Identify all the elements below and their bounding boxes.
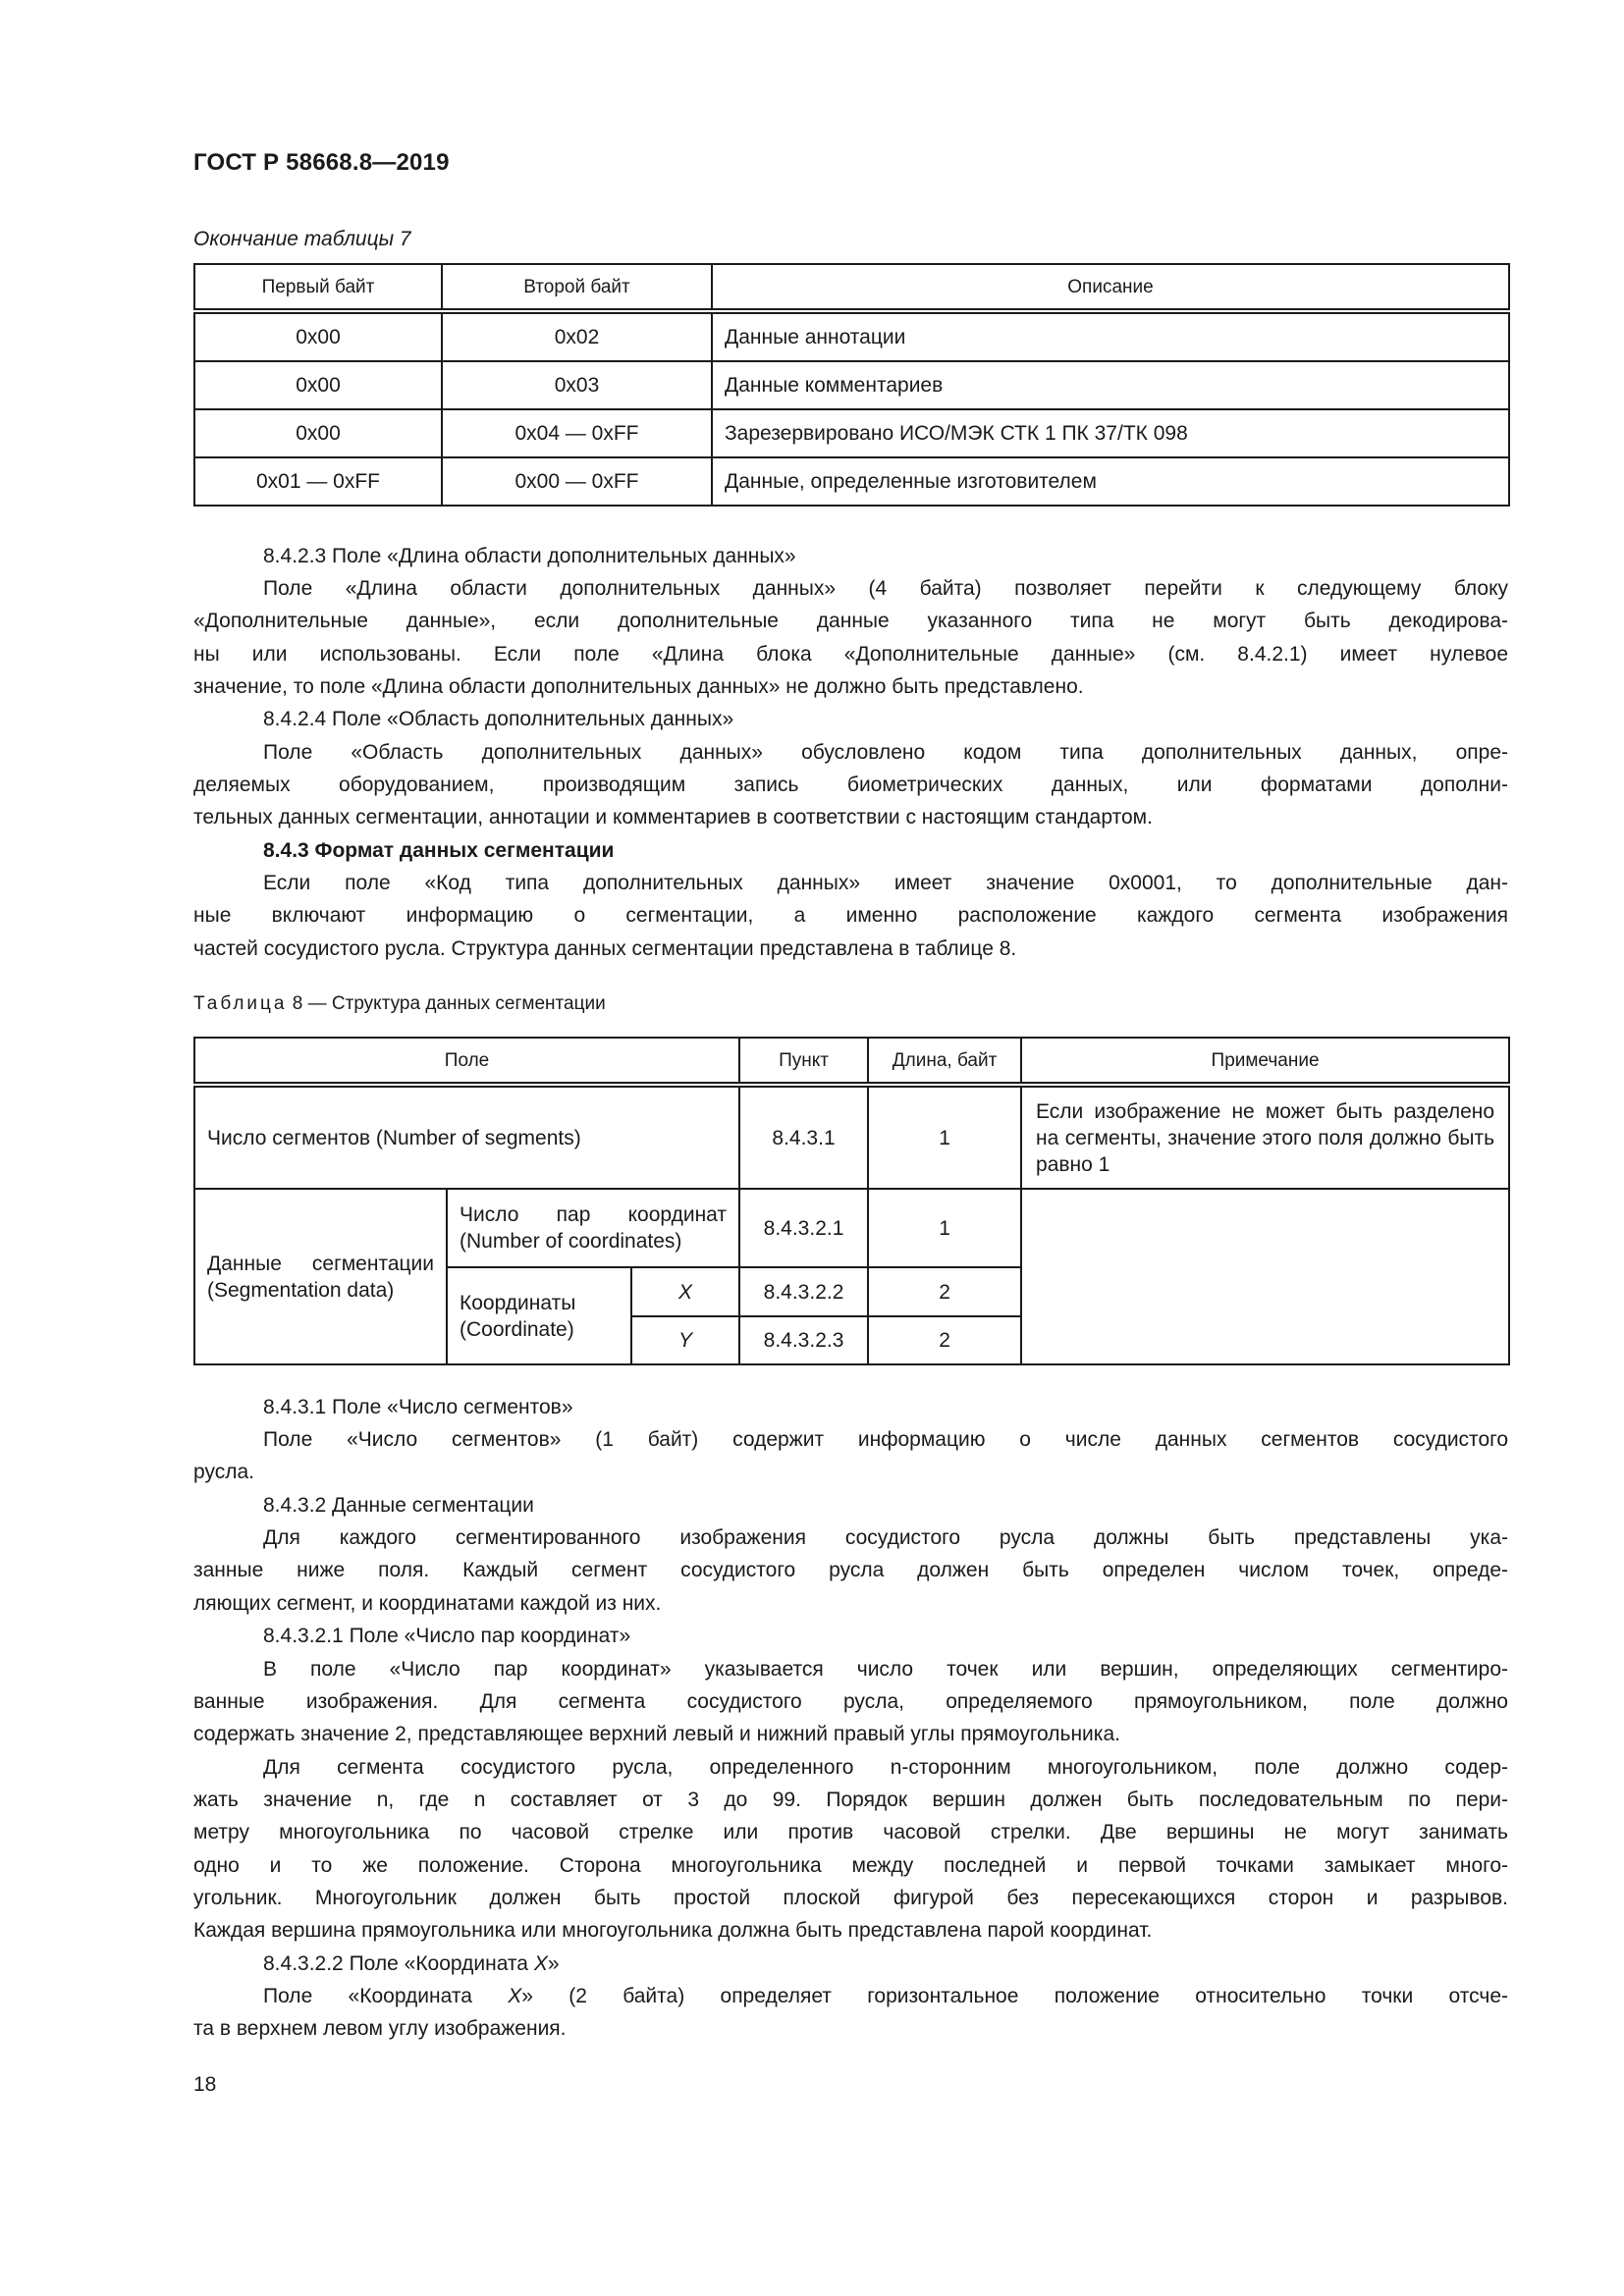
paragraph-line: ляющих сегмент, и координатами каждой из них. — [193, 1592, 662, 1615]
paragraph-line: Если поле «Код типа дополнительных данных» имеет значение 0x0001, то дополнительные дан- — [263, 872, 1508, 894]
paragraph-line: ны или использованы. Если поле «Длина блока «Дополнительные данные» (см. 8.4.2.1) имеет нулевое — [193, 643, 1508, 666]
paragraph-line: та в верхнем левом углу изображения. — [193, 2017, 567, 2040]
paragraph-line: значение, то поле «Длина области дополнительных данных» не должно быть представлено. — [193, 675, 1084, 698]
paragraph-line: Для каждого сегментированного изображения сосудистого русла должны быть представлены ука- — [263, 1526, 1508, 1549]
heading-text: 8.4.3.2.2 Поле «Координата — [263, 1952, 534, 1975]
paragraph-axis-x: X — [508, 1985, 522, 2007]
cell-length: 1 — [868, 1189, 1021, 1267]
cell-length: 2 — [868, 1267, 1021, 1316]
cell-clause: 8.4.3.1 — [739, 1085, 868, 1189]
section-heading-8431: 8.4.3.1 Поле «Число сегментов» — [263, 1396, 573, 1418]
table-8 — [193, 1037, 1510, 1365]
cell-first-byte: 0x00 — [194, 311, 442, 361]
table-row-number-of-segments — [194, 1085, 1509, 1189]
paragraph-line: Для сегмента сосудистого русла, определенного n-сторонним многоугольником, поле должно содер- — [263, 1756, 1508, 1779]
cell-description: Данные аннотации — [712, 311, 1509, 361]
table-7 — [193, 263, 1510, 507]
table8-caption-title: 8 — Структура данных сегментации — [287, 993, 606, 1014]
paragraph-line: русла. — [193, 1461, 254, 1483]
page-number: 18 — [193, 2073, 217, 2096]
paragraph-line: В поле «Число пар координат» указывается число точек или вершин, определяющих сегментиро- — [263, 1658, 1508, 1681]
table-row — [194, 409, 1509, 457]
paragraph-line: Поле «Область дополнительных данных» обусловлено кодом типа дополнительных данных, опре- — [263, 741, 1508, 764]
cell-note-empty — [1021, 1189, 1509, 1364]
cell-first-byte: 0x00 — [194, 361, 442, 409]
paragraph-line: занные ниже поля. Каждый сегмент сосудистого русла должен быть определен числом точек, опреде- — [193, 1559, 1508, 1581]
paragraph-line: деляемых оборудованием, производящим запись биометрических данных, или форматами дополни- — [193, 774, 1508, 796]
cell-field: Число пар координат (Number of coordinates) — [447, 1189, 739, 1267]
paragraph-text: Поле «Координата — [263, 1985, 509, 2007]
column-header-note: Примечание — [1021, 1038, 1509, 1085]
cell-axis-y: Y — [631, 1316, 739, 1364]
paragraph-line: ванные изображения. Для сегмента сосудистого русла, определяемого прямоугольником, поле должно — [193, 1690, 1508, 1713]
section-heading-84322 — [263, 1948, 1508, 1980]
cell-first-byte: 0x01 — 0xFF — [194, 457, 442, 506]
cell-second-byte: 0x00 — 0xFF — [442, 457, 712, 506]
table-row-number-of-coordinates — [194, 1189, 1509, 1267]
paragraph-line: содержать значение 2, представляющее верхний левый и нижний правый углы прямоугольника. — [193, 1723, 1120, 1745]
table-row — [194, 311, 1509, 361]
paragraph-line: частей сосудистого русла. Структура данных сегментации представлена в таблице 8. — [193, 937, 1017, 960]
paragraph-line: метру многоугольника по часовой стрелке или против часовой стрелки. Две вершины не могут занимать — [193, 1821, 1508, 1843]
section-heading-8423: 8.4.2.3 Поле «Длина области дополнительных данных» — [263, 545, 796, 567]
section-heading-84321: 8.4.3.2.1 Поле «Число пар координат» — [263, 1625, 631, 1647]
cell-field: Число сегментов (Number of segments) — [194, 1085, 739, 1189]
column-header-first-byte: Первый байт — [194, 264, 442, 311]
paragraph-line: жать значение n, где n составляет от 3 до 99. Порядок вершин должен быть последовательным по пери- — [193, 1789, 1508, 1811]
paragraph-line: ные включают информацию о сегментации, а именно расположение каждого сегмента изображения — [193, 904, 1508, 927]
table-row — [194, 361, 1509, 409]
table7-continuation-caption: Окончание таблицы 7 — [193, 228, 411, 250]
document-id-header: ГОСТ Р 58668.8—2019 — [193, 149, 450, 176]
section-heading-8424: 8.4.2.4 Поле «Область дополнительных данных» — [263, 708, 734, 730]
cell-clause: 8.4.3.2.3 — [739, 1316, 868, 1364]
cell-length: 1 — [868, 1085, 1021, 1189]
paragraph-line: Каждая вершина прямоугольника или многоугольника должна быть представлена парой координат. — [193, 1919, 1153, 1942]
paragraph-line: Поле «Число сегментов» (1 байт) содержит информацию о числе данных сегментов сосудистого — [263, 1428, 1508, 1451]
cell-segmentation-data-group: Данные сегментации (Segmentation data) — [194, 1189, 447, 1364]
column-header-length: Длина, байт — [868, 1038, 1021, 1085]
cell-note: Если изображение не может быть разделено на сегменты, значение этого поля должно быть равно 1 — [1021, 1085, 1509, 1189]
column-header-clause: Пункт — [739, 1038, 868, 1085]
column-header-description: Описание — [712, 264, 1509, 311]
paragraph-line: угольник. Многоугольник должен быть простой плоской фигурой без пересекающихся сторон и разрывов. — [193, 1887, 1508, 1909]
paragraph-line: «Дополнительные данные», если дополнительные данные указанного типа не могут быть декодирова- — [193, 610, 1508, 632]
cell-coordinates-group: Координаты (Coordinate) — [447, 1267, 631, 1364]
cell-length: 2 — [868, 1316, 1021, 1364]
cell-axis-x: X — [631, 1267, 739, 1316]
paragraph-line: Поле «Длина области дополнительных данных» (4 байта) позволяет перейти к следующему блоку — [263, 577, 1508, 600]
column-header-second-byte: Второй байт — [442, 264, 712, 311]
cell-second-byte: 0x02 — [442, 311, 712, 361]
table-header-row — [194, 264, 1509, 311]
cell-first-byte: 0x00 — [194, 409, 442, 457]
heading-text: » — [547, 1952, 560, 1975]
cell-description: Зарезервировано ИСО/МЭК СТК 1 ПК 37/ТК 098 — [712, 409, 1509, 457]
cell-description: Данные комментариев — [712, 361, 1509, 409]
column-header-field: Поле — [194, 1038, 739, 1085]
cell-second-byte: 0x03 — [442, 361, 712, 409]
cell-second-byte: 0x04 — 0xFF — [442, 409, 712, 457]
table8-caption — [193, 993, 606, 1015]
cell-description: Данные, определенные изготовителем — [712, 457, 1509, 506]
paragraph-line: тельных данных сегментации, аннотации и комментариев в соответствии с настоящим стандартом. — [193, 806, 1153, 828]
paragraph-text: » (2 байта) определяет горизонтальное положение относительно точки отсче- — [521, 1985, 1508, 2007]
table8-caption-label: Таблица — [193, 993, 288, 1014]
table-header-row — [194, 1038, 1509, 1085]
cell-clause: 8.4.3.2.2 — [739, 1267, 868, 1316]
cell-clause: 8.4.3.2.1 — [739, 1189, 868, 1267]
section-heading-8432: 8.4.3.2 Данные сегментации — [263, 1494, 534, 1517]
heading-axis-x: X — [533, 1952, 548, 1975]
paragraph-line: одно и то же положение. Сторона многоугольника между последней и первой точками замыкает много- — [193, 1854, 1508, 1877]
paragraph-line — [263, 1980, 1508, 2012]
table-row — [194, 457, 1509, 506]
section-heading-843: 8.4.3 Формат данных сегментации — [263, 839, 615, 862]
